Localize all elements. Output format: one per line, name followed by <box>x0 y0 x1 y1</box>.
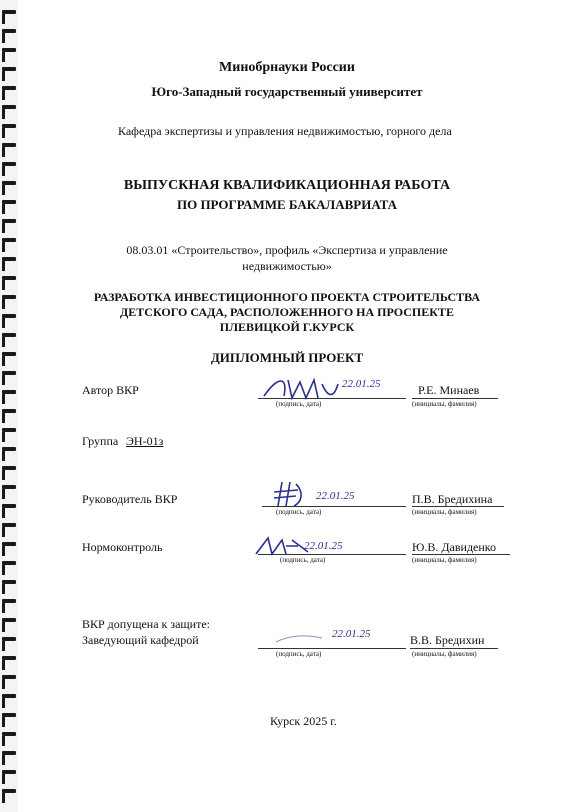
binding-ring <box>2 656 16 660</box>
binding-ring <box>2 124 16 128</box>
binding-ring <box>2 561 16 565</box>
program-line1: 08.03.01 «Строительство», профиль «Экспертиза и управление <box>126 243 448 257</box>
binding-ring <box>2 732 16 736</box>
binding-ring <box>2 694 16 698</box>
supervisor-name-line <box>412 506 504 507</box>
supervisor-name: П.В. Бредихина <box>412 492 493 506</box>
supervisor-date: 22.01.25 <box>316 490 355 502</box>
head-name-caption: (инициалы, фамилия) <box>412 650 477 658</box>
program-line2: недвижимостью» <box>242 259 332 273</box>
work-type-line2: ПО ПРОГРАММЕ БАКАЛАВРИАТА <box>176 197 398 212</box>
binding-ring <box>2 219 16 223</box>
topic-line1: РАЗРАБОТКА ИНВЕСТИЦИОННОГО ПРОЕКТА СТРОИТЕЛЬСТВА <box>93 290 481 304</box>
spiral-binding <box>0 0 18 812</box>
normcontrol-date: 22.01.25 <box>304 540 343 552</box>
head-date: 22.01.25 <box>332 628 371 640</box>
binding-ring <box>2 599 16 603</box>
head-name: В.В. Бредихин <box>410 633 485 647</box>
head-signature <box>272 628 332 648</box>
binding-ring <box>2 276 16 280</box>
supervisor-label: Руководитель ВКР <box>82 492 178 506</box>
binding-ring <box>2 542 16 546</box>
head-name-line <box>410 648 498 649</box>
binding-ring <box>2 143 16 147</box>
author-name-caption: (инициалы, фамилия) <box>412 400 477 408</box>
binding-ring <box>2 523 16 527</box>
normcontrol-label: Нормоконтроль <box>82 540 163 554</box>
binding-ring <box>2 466 16 470</box>
head-of-department-label: Заведующий кафедрой <box>82 633 199 647</box>
topic-line2: ДЕТСКОГО САДА, РАСПОЛОЖЕННОГО НА ПРОСПЕКТЕ <box>120 305 454 319</box>
binding-ring <box>2 29 16 33</box>
group-label: Группа <box>82 434 119 448</box>
binding-ring <box>2 409 16 413</box>
supervisor-signature-caption: (подпись, дата) <box>276 508 322 516</box>
author-name-line <box>412 398 498 399</box>
author-label: Автор ВКР <box>82 383 139 397</box>
head-signature-line <box>258 648 406 649</box>
normcontrol-name-line <box>412 554 510 555</box>
binding-ring <box>2 10 16 14</box>
author-signature-caption: (подпись, дата) <box>276 400 322 408</box>
normcontrol-signature-caption: (подпись, дата) <box>280 556 326 564</box>
binding-ring <box>2 390 16 394</box>
binding-ring <box>2 162 16 166</box>
binding-ring <box>2 105 16 109</box>
normcontrol-name-caption: (инициалы, фамилия) <box>412 556 477 564</box>
binding-ring <box>2 428 16 432</box>
department-name: Кафедра экспертизы и управления недвижимостью, горного дела <box>118 124 452 138</box>
group-value: ЭН-01з <box>126 434 164 448</box>
ministry-name: Минобрнауки России <box>219 60 355 75</box>
binding-ring <box>2 618 16 622</box>
topic-line3: ПЛЕВИЦКОЙ Г.КУРСК <box>219 320 355 334</box>
binding-ring <box>2 580 16 584</box>
author-name: Р.Е. Минаев <box>418 383 480 397</box>
doc-kind: ДИПЛОМНЫЙ ПРОЕКТ <box>210 350 364 365</box>
binding-ring <box>2 504 16 508</box>
admission-line: ВКР допущена к защите: <box>82 617 210 631</box>
normcontrol-name: Ю.В. Давиденко <box>412 540 497 554</box>
binding-ring <box>2 751 16 755</box>
binding-ring <box>2 789 16 793</box>
binding-ring <box>2 238 16 242</box>
university-name: Юго-Западный государственный университет <box>151 84 423 99</box>
binding-ring <box>2 713 16 717</box>
head-signature-caption: (подпись, дата) <box>276 650 322 658</box>
binding-ring <box>2 371 16 375</box>
binding-ring <box>2 447 16 451</box>
work-type-line1: ВЫПУСКНАЯ КВАЛИФИКАЦИОННАЯ РАБОТА <box>123 178 451 193</box>
binding-ring <box>2 485 16 489</box>
binding-ring <box>2 637 16 641</box>
supervisor-name-caption: (инициалы, фамилия) <box>412 508 477 516</box>
author-date: 22.01.25 <box>342 378 381 390</box>
binding-ring <box>2 675 16 679</box>
binding-ring <box>2 770 16 774</box>
city-year: Курск 2025 г. <box>270 714 337 728</box>
binding-ring <box>2 48 16 52</box>
